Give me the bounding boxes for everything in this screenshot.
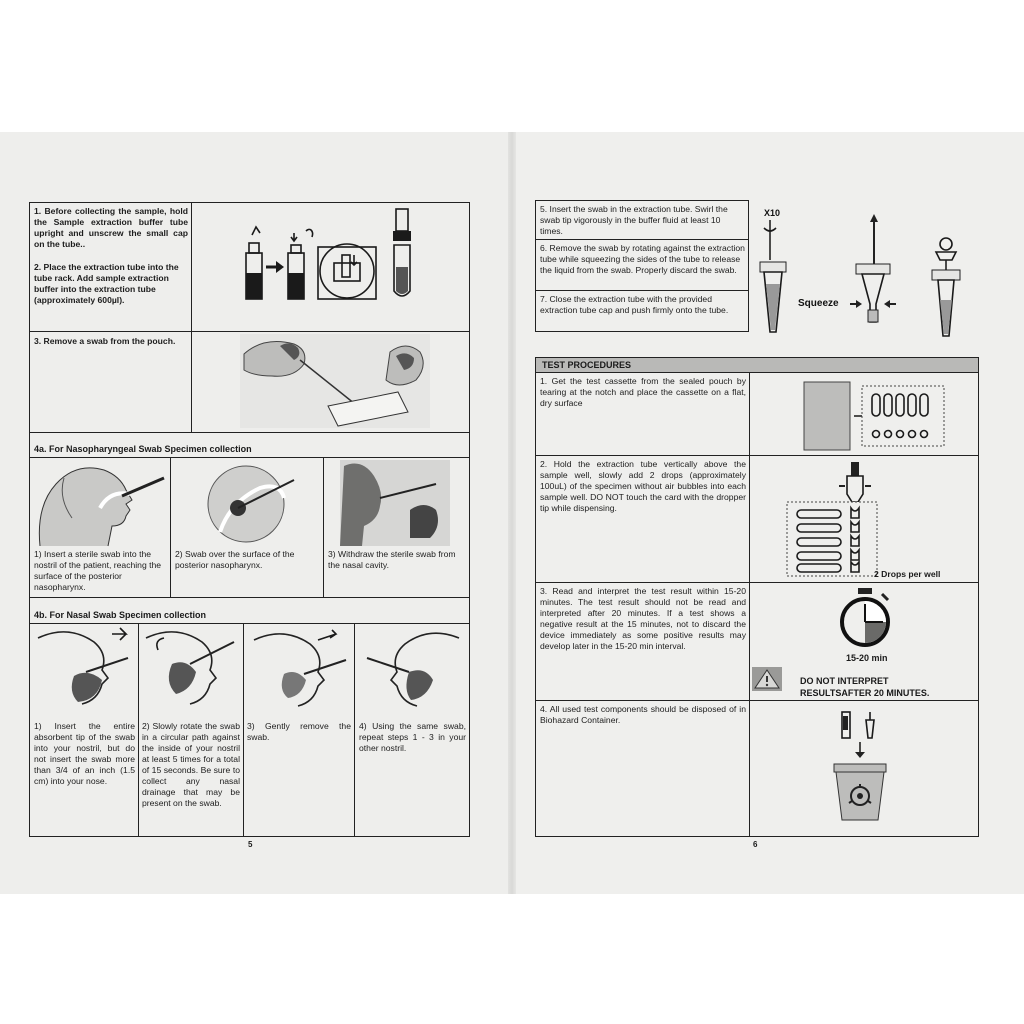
tp-step4-text: 4. All used test components should be disposed of in Biohazard Container. [540, 704, 746, 725]
np-step3-text: 3) Withdraw the sterile swab from the nasal cavity. [328, 549, 456, 570]
section-4a-title: 4a. For Nasopharyngeal Swab Specimen collection [34, 444, 252, 454]
extraction-tube-icon [393, 209, 411, 296]
test-procedures-title: TEST PROCEDURES [536, 358, 978, 372]
dropper-cassette-illustration [785, 460, 880, 578]
nasal-step3-text: 3) Gently remove the swab. [247, 721, 351, 742]
buffer-tube-icon [246, 227, 262, 299]
np-step3-illustration [340, 460, 450, 546]
swab-processing-illustration [752, 200, 982, 340]
page-gutter [508, 132, 516, 894]
arrow-right-icon [266, 261, 284, 273]
warning-icon [752, 667, 782, 691]
step1-text: 1. Before collecting the sample, hold the Sample extraction buffer tube upright and unscrew the small cap on the tube.. [34, 206, 188, 249]
warning-text-line2: RESULTSAFTER 20 MINUTES. [800, 688, 930, 698]
nasal-step1-illustration [34, 628, 134, 712]
tp-step2-text: 2. Hold the extraction tube vertically above the sample well, slowly add 2 drops (approximately 100uL) of the specimen without air bubbles into each sample well. DO NOT touch the card with the dropper tip while dispensing. [540, 459, 746, 513]
nasal-step4-illustration [359, 628, 465, 712]
left-page-number: 5 [248, 840, 253, 849]
nasal-step3-illustration [248, 628, 350, 712]
right-page-number: 6 [753, 840, 758, 849]
np-step2-illustration [190, 462, 310, 544]
capped-tube-icon [932, 238, 960, 336]
cassette-pouch-illustration [804, 382, 964, 450]
biohazard-bin-icon [834, 764, 886, 820]
drops-label: 2 Drops per well [874, 569, 941, 579]
squeeze-tube-icon [850, 214, 896, 322]
head-profile-icon [39, 468, 132, 546]
extraction-tube-icon [760, 220, 786, 332]
cassette-icon [862, 386, 944, 446]
timer-icon [838, 588, 894, 648]
buffer-tube-icon [288, 229, 313, 299]
biohazard-disposal-illustration [828, 708, 898, 824]
buffer-tube-steps-illustration [236, 205, 426, 305]
nostril-icon [38, 632, 128, 704]
step2-text: 2. Place the extraction tube into the tube rack. Add sample extraction buffer into the extraction tube (approximately 600µl). [34, 262, 179, 305]
squeeze-label: Squeeze [798, 298, 839, 309]
dropper-icon [839, 462, 871, 506]
tp-step3-text: 3. Read and interpret the test result within 15-20 minutes. The test result should not be read and interpreted after 20 minutes. If a test shows a negative result at the 15 minutes, not to discard the device immediately as some positive results may develop later in the 15-20 min interval. [540, 586, 746, 651]
nasal-step2-illustration [142, 628, 240, 712]
nasal-step1-text: 1) Insert the entire absorbent tip of the swab into your nostril, but do not insert the swab more than 3/4 of an inch (1.5 cm) into your nose. [34, 721, 135, 786]
step3-text: 3. Remove a swab from the pouch. [34, 336, 176, 346]
np-step1-head-illustration [34, 460, 168, 546]
x10-label: X10 [764, 208, 781, 218]
tube-rack-icon [318, 244, 376, 299]
nasal-step4-text: 4) Using the same swab, repeat steps 1 - 3 in your other nostril. [359, 721, 466, 753]
np-step2-text: 2) Swab over the surface of the posterior nasopharynx. [175, 549, 295, 570]
swab-pouch-illustration [240, 334, 430, 428]
np-step1-text: 1) Insert a sterile swab into the nostril of the patient, reaching the surface of the posterior nasopharynx. [34, 549, 162, 592]
timer-label: 15-20 min [846, 653, 888, 663]
cassette-pouch-icon [804, 382, 850, 450]
step6-text: 6. Remove the swab by rotating against the extraction tube while squeezing the sides of the tube to release the liquid from the swab. Properly discard the swab. [540, 243, 745, 275]
step7-text: 7. Close the extraction tube with the provided extraction tube cap and push firmly onto the tube. [540, 294, 729, 315]
nasal-step2-text: 2) Slowly rotate the swab in a circular path against the inside of your nostril at least 5 times for a total of 15 seconds. Be sure to collect any nasal drainage that may be present on the swab. [142, 721, 240, 808]
step5-text: 5. Insert the swab in the extraction tube. Swirl the swab tip vigorously in the buffer fluid at least 10 times. [540, 204, 728, 236]
warning-text-line1: DO NOT INTERPRET [800, 676, 889, 686]
section-4b-title: 4b. For Nasal Swab Specimen collection [34, 610, 207, 620]
tp-step1-text: 1. Get the test cassette from the sealed pouch by tearing at the notch and place the cassette on a flat, dry surface [540, 376, 746, 408]
